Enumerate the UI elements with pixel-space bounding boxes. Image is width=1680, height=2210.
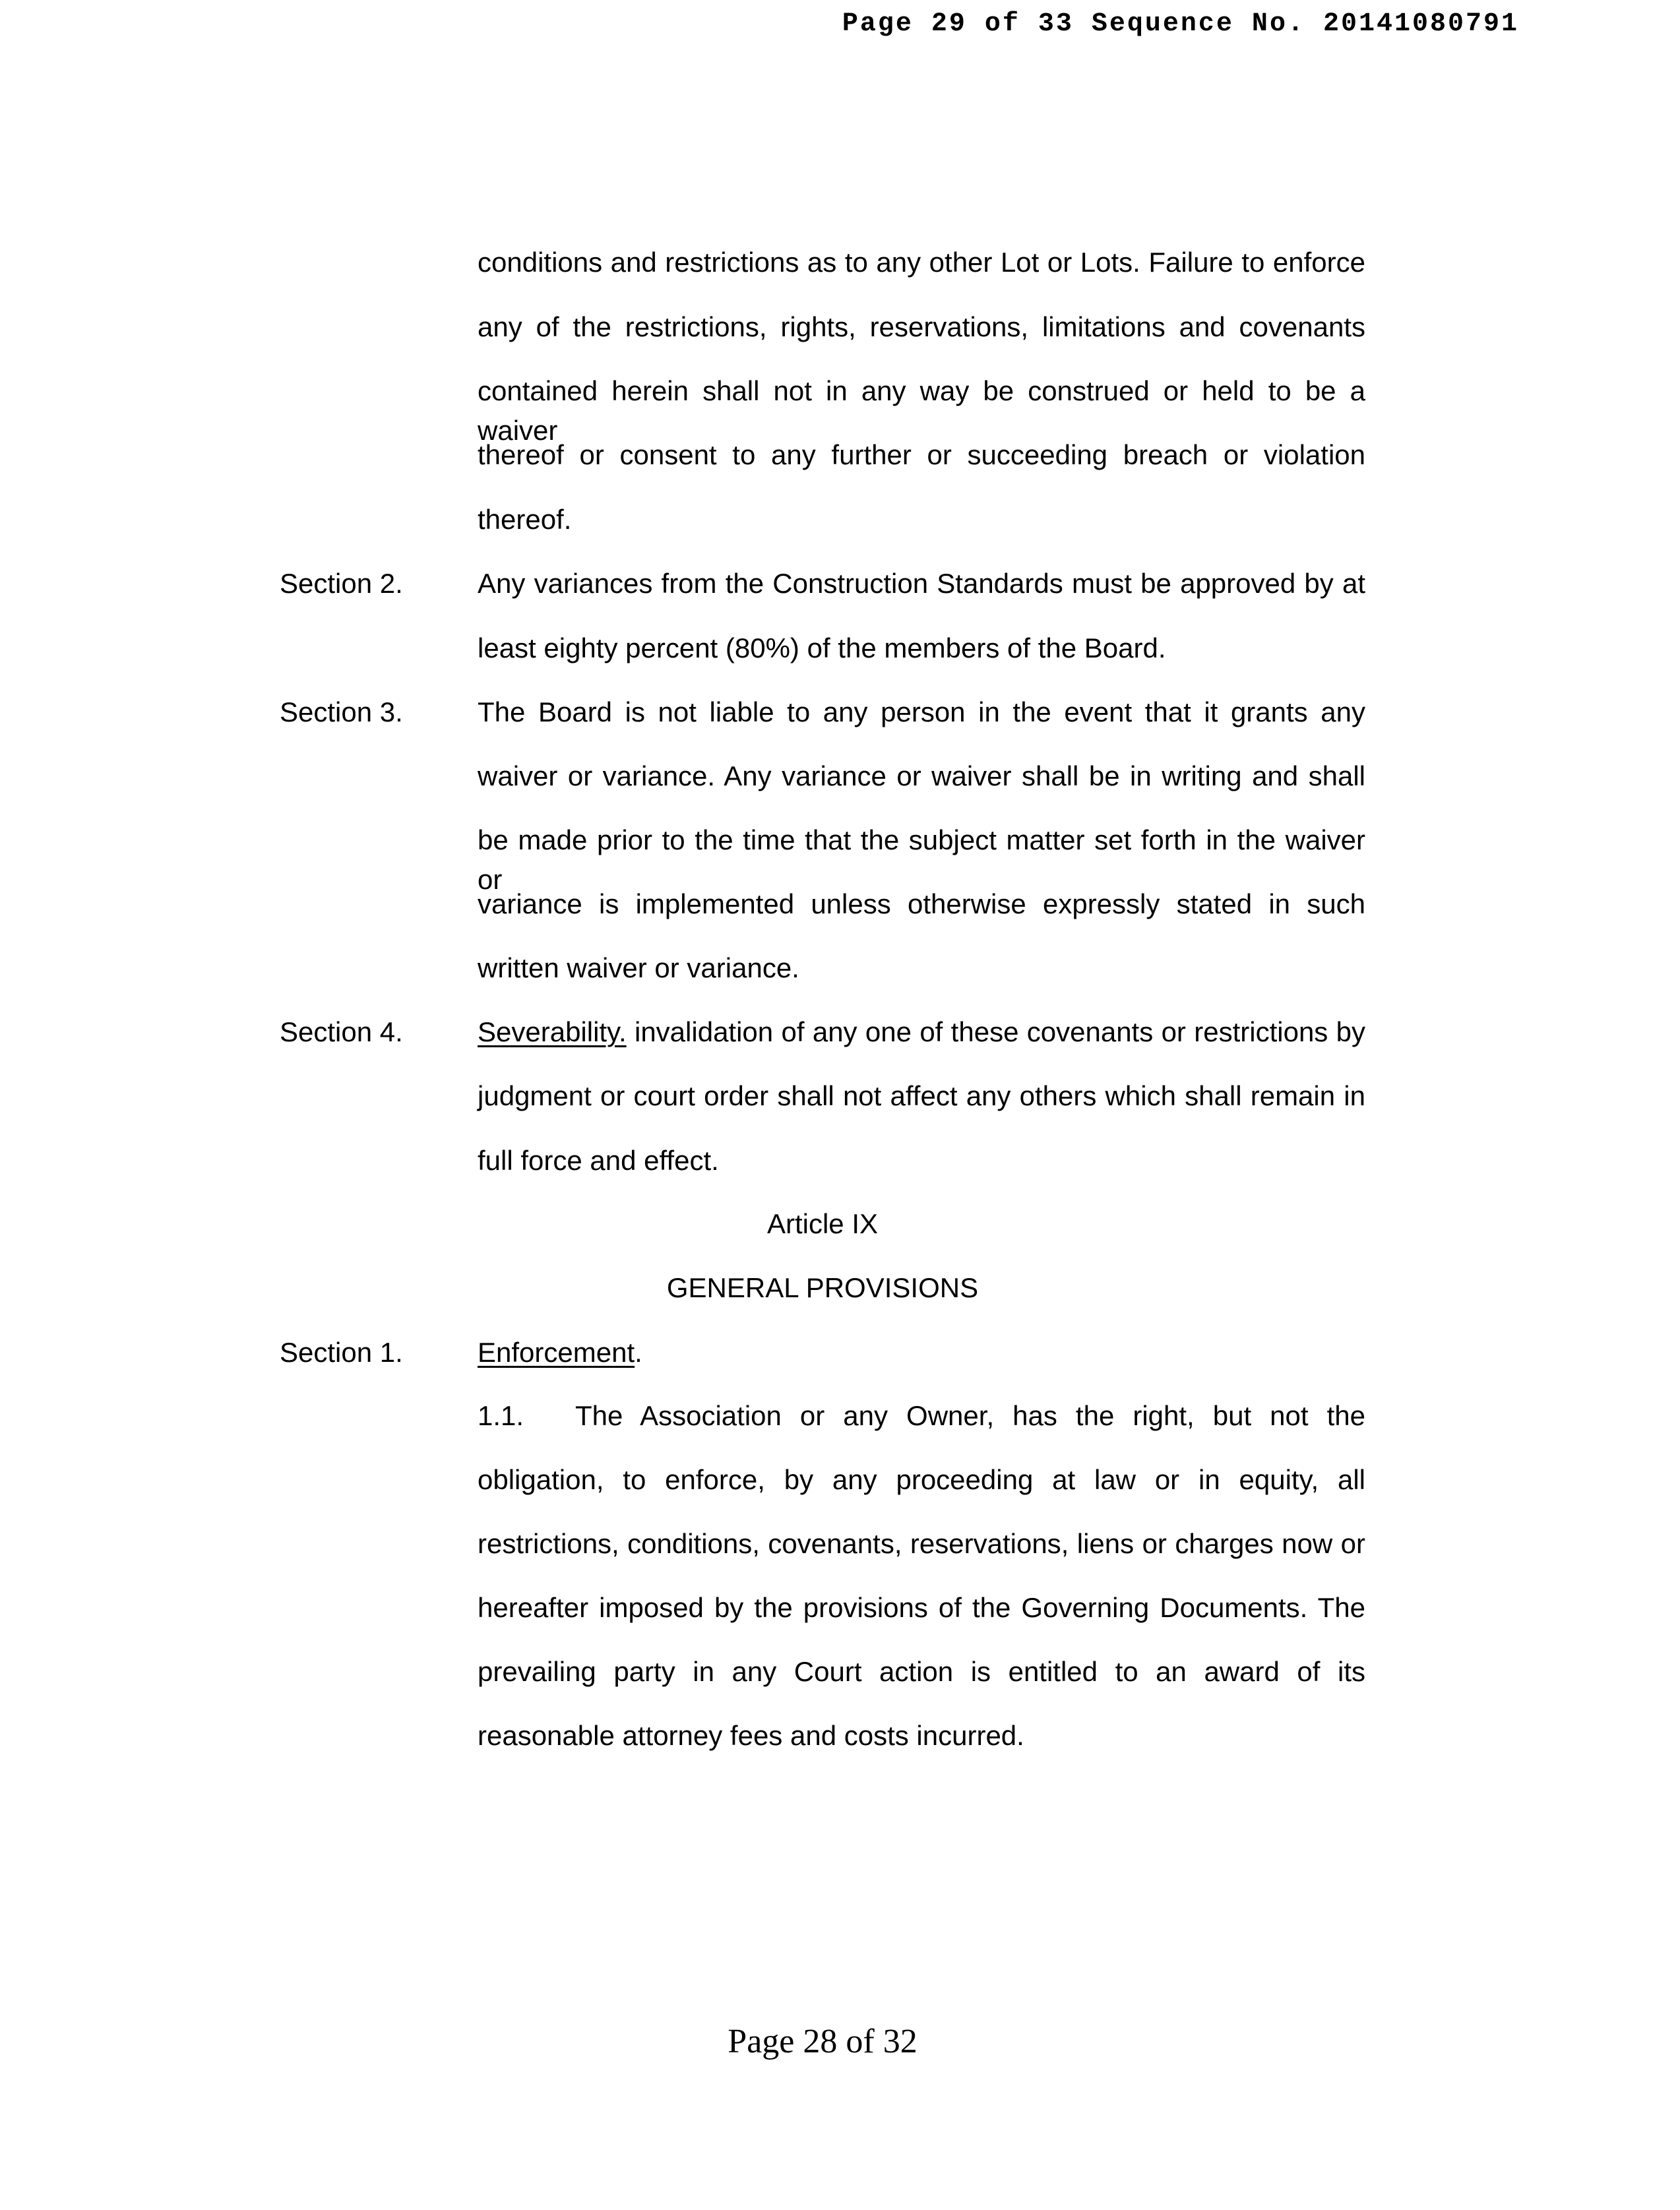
severability-heading: Severability. [478,1016,627,1047]
body-line: any of the restrictions, rights, reservations, limitations and covenants [478,311,1365,342]
body-line: hereafter imposed by the provisions of the Governing Documents. The [478,1592,1365,1623]
body-line: judgment or court order shall not affect any others which shall remain in [478,1080,1365,1111]
general-section-1-label: Section 1. [280,1337,403,1368]
body-line: thereof or consent to any further or succeeding breach or violation [478,439,1365,470]
body-line: thereof. [478,504,572,535]
section-3-label: Section 3. [280,696,403,727]
body-text: invalidation of any one of these covenants or restrictions by [626,1016,1365,1047]
enforcement-heading-line [478,1333,1365,1372]
body-line: The Board is not liable to any person in the event that it grants any [478,696,1365,727]
body-line: Any variances from the Construction Standards must be approved by at [478,568,1365,599]
body-line: waiver or variance. Any variance or waiver shall be in writing and shall [478,760,1365,791]
body-line: restrictions, conditions, covenants, reservations, liens or charges now or [478,1528,1365,1559]
section-4-first-line [478,1012,1365,1052]
article-number: Article IX [766,1208,879,1239]
body-line: prevailing party in any Court action is entitled to an award of its [478,1656,1365,1687]
body-line: least eighty percent (80%) of the members of the Board. [478,632,1166,663]
body-line: be made prior to the time that the subject matter set forth in the waiver or [478,824,1365,895]
page-footer: Page 28 of 32 [728,2023,918,2060]
section-2-label: Section 2. [280,568,403,599]
subsection-1-1-first-line [478,1396,1365,1436]
body-line: conditions and restrictions as to any other Lot or Lots. Failure to enforce [478,247,1365,278]
body-line: variance is implemented unless otherwise expressly stated in such [478,888,1365,919]
heading-period: . [635,1337,642,1368]
body-line: obligation, to enforce, by any proceeding at law or in equity, all [478,1464,1365,1495]
subsection-number: 1.1. [478,1400,524,1431]
body-line: contained herein shall not in any way be construed or held to be a waiver [478,375,1365,446]
article-title: GENERAL PROVISIONS [666,1272,979,1303]
enforcement-heading: Enforcement [478,1337,635,1368]
body-line: full force and effect. [478,1145,719,1176]
sequence-header: Page 29 of 33 Sequence No. 20141080791 [842,9,1519,39]
body-text: The Association or any Owner, has the right, but not the [575,1400,1365,1431]
body-line: written waiver or variance. [478,952,799,983]
body-line: reasonable attorney fees and costs incurred. [478,1720,1024,1751]
section-4-label: Section 4. [280,1016,403,1047]
